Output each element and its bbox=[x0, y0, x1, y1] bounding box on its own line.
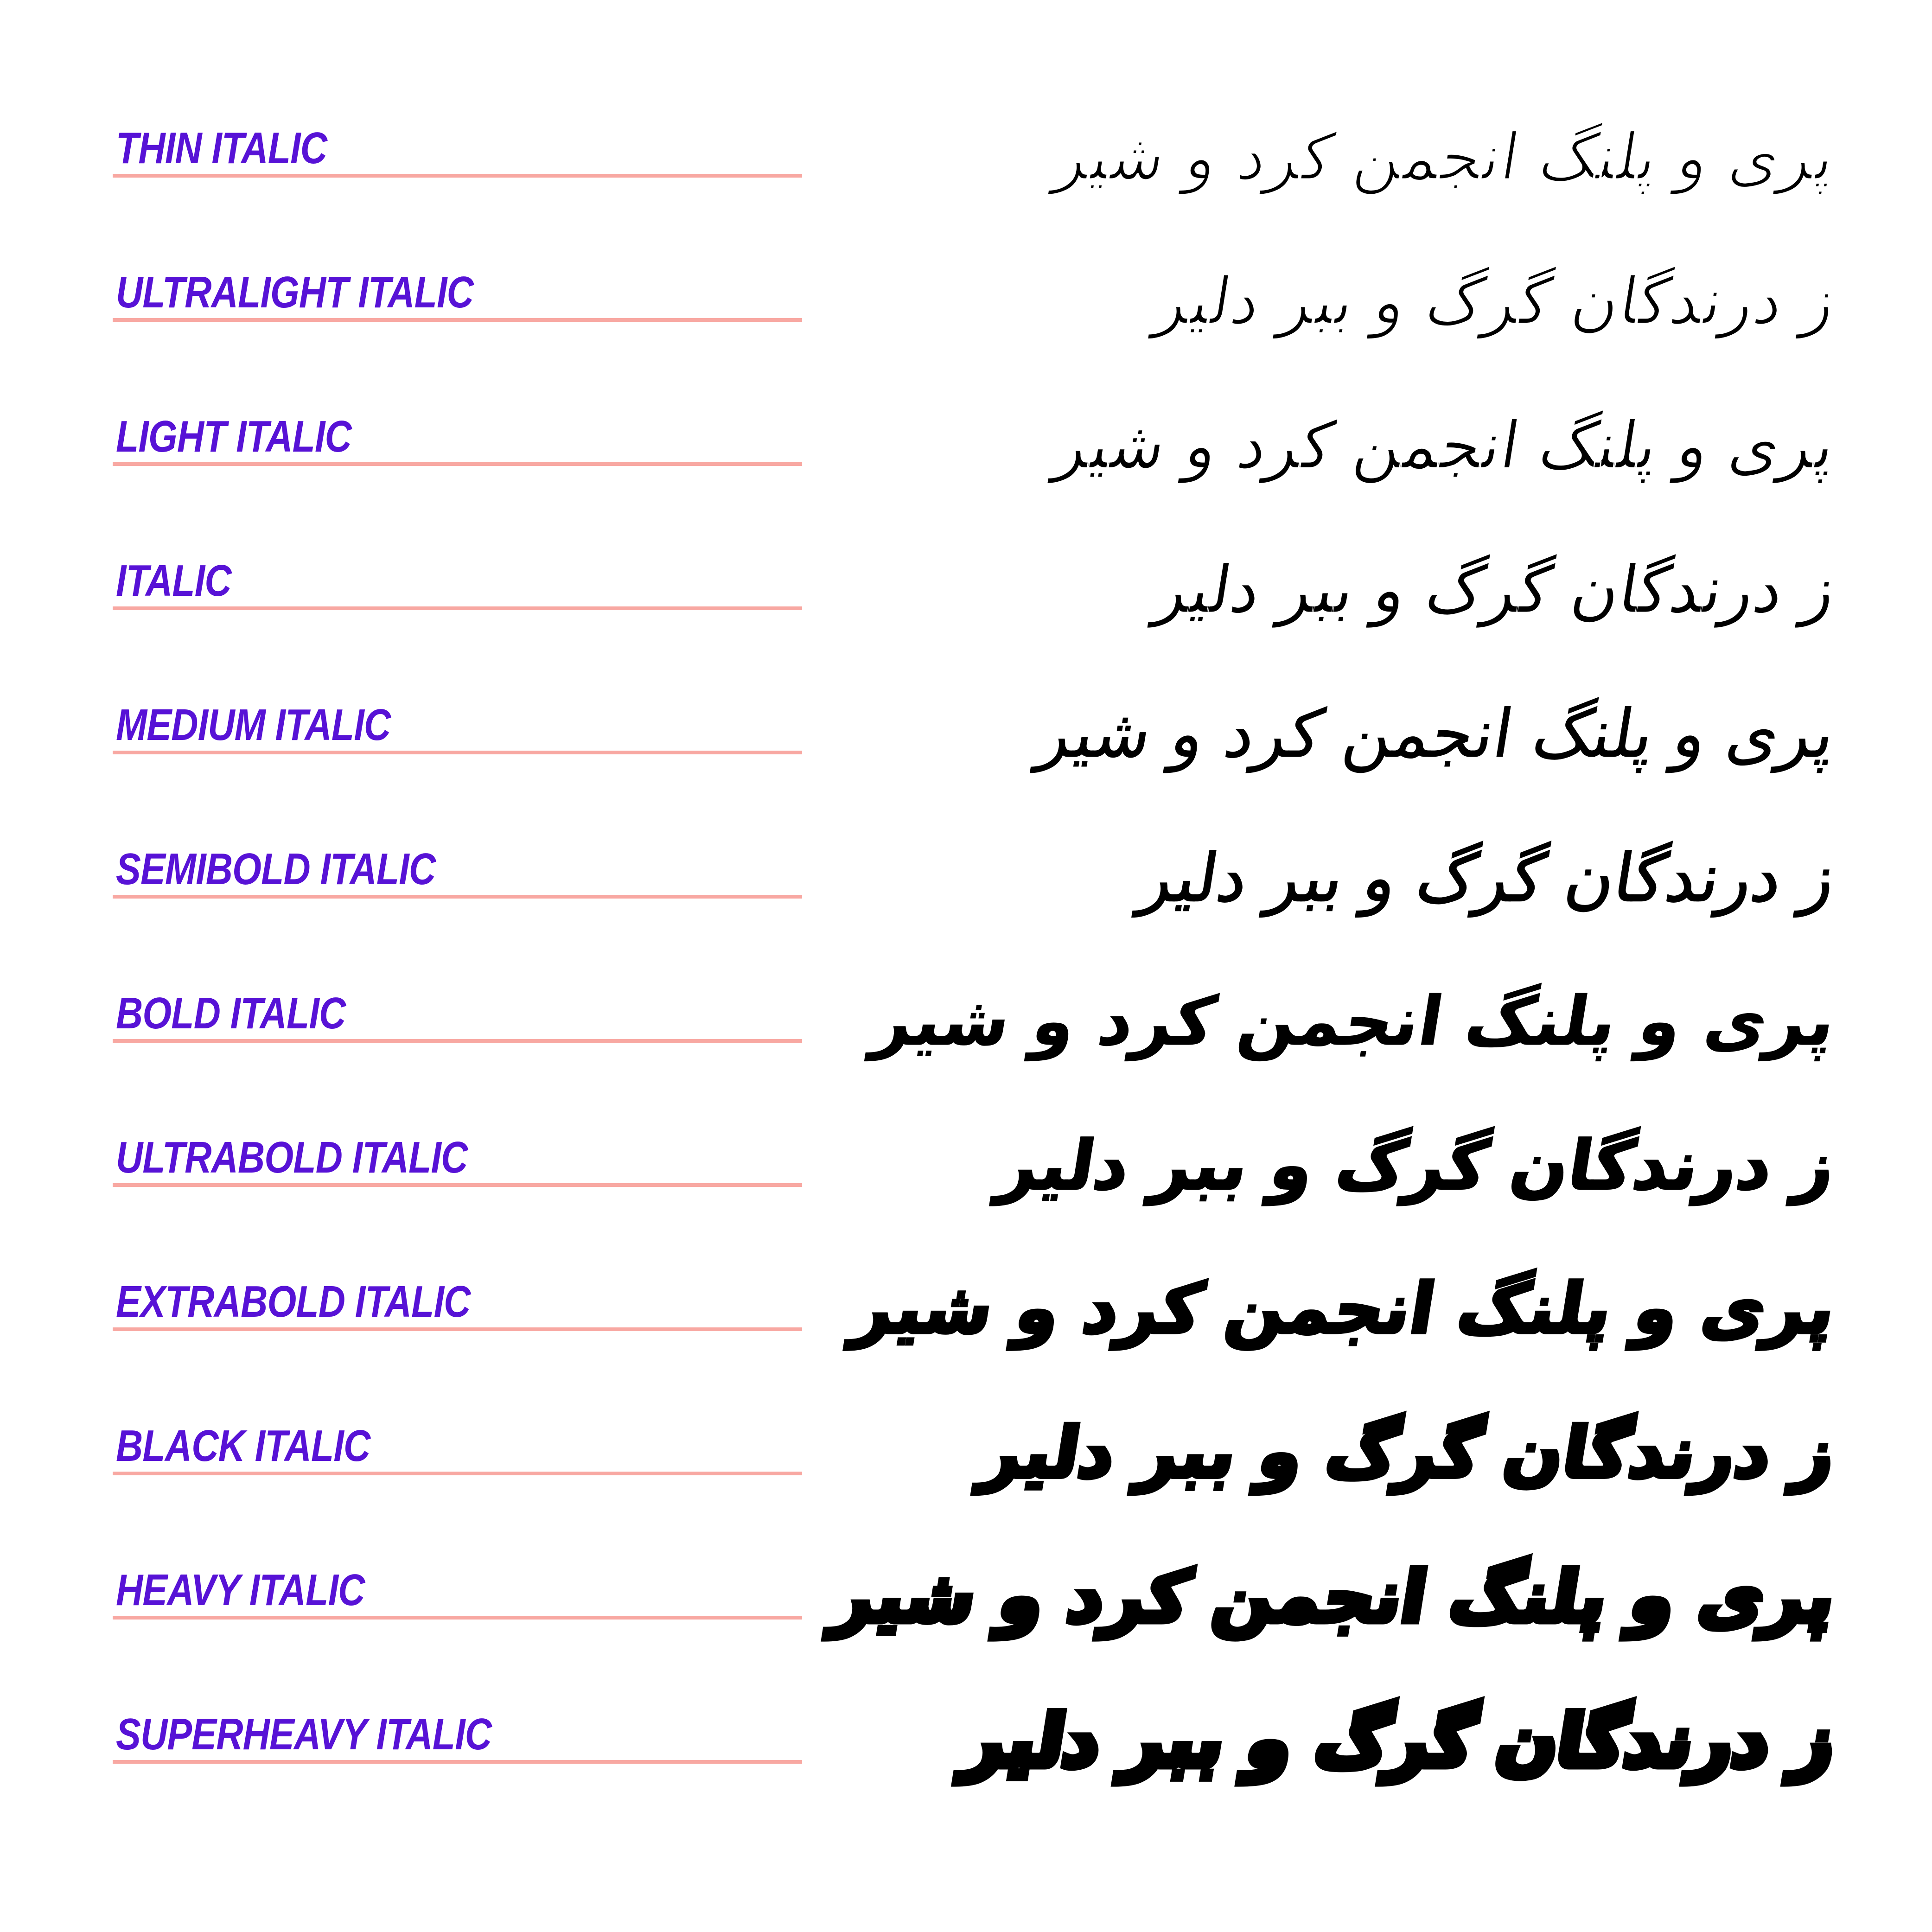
sample-text-farsi: ز درندگان گرگ و ببر دلیر bbox=[1149, 264, 1841, 339]
sample-text-farsi: پری و پلنگ انجمن کرد و شیر bbox=[1050, 408, 1841, 484]
divider-line bbox=[113, 1760, 802, 1764]
divider-line bbox=[113, 1183, 802, 1187]
sample-text-farsi: پری و پلنگ انجمن کرد و شیر bbox=[867, 982, 1841, 1061]
divider-line bbox=[113, 1472, 802, 1475]
divider-line bbox=[113, 1039, 802, 1043]
divider-line bbox=[113, 318, 802, 322]
divider-line bbox=[113, 895, 802, 899]
sample-text-farsi: ز درندگان گرگ و ببر دلیر bbox=[958, 1700, 1842, 1782]
weight-label: MEDIUM ITALIC bbox=[116, 700, 391, 750]
divider-line bbox=[113, 462, 802, 466]
weight-label: ULTRALIGHT ITALIC bbox=[116, 268, 474, 317]
weight-label: ITALIC bbox=[116, 556, 231, 606]
weight-label: EXTRABOLD ITALIC bbox=[116, 1277, 471, 1326]
weight-label: ULTRABOLD ITALIC bbox=[116, 1133, 468, 1182]
sample-text-farsi: پری و پلنگ انجمن کرد و شیر bbox=[847, 1269, 1841, 1349]
sample-text-farsi: پری و پلنگ انجمن کرد و شیر bbox=[827, 1556, 1842, 1638]
weight-label: LIGHT ITALIC bbox=[116, 412, 352, 461]
sample-text-farsi: پری و پلنگ انجمن کرد و شیر bbox=[1033, 695, 1841, 772]
sample-text-farsi: ز درندگان گرگ و ببر دلیر bbox=[1149, 552, 1841, 628]
weight-label: SUPERHEAVY ITALIC bbox=[116, 1709, 492, 1759]
divider-line bbox=[113, 751, 802, 754]
divider-line bbox=[113, 1616, 802, 1620]
weight-label: BOLD ITALIC bbox=[116, 988, 346, 1038]
sample-text-farsi: ز درندگان گرگ و ببر دلیر bbox=[976, 1413, 1841, 1493]
sample-text-farsi: پری و پلنگ انجمن کرد و شیر bbox=[1050, 120, 1841, 195]
divider-line bbox=[113, 606, 802, 610]
divider-line bbox=[113, 174, 802, 178]
divider-line bbox=[113, 1327, 802, 1331]
sample-text-farsi: ز درندگان گرگ و ببر دلیر bbox=[993, 1126, 1841, 1205]
weight-label: BLACK ITALIC bbox=[116, 1421, 370, 1471]
sample-text-farsi: ز درندگان گرگ و ببر دلیر bbox=[1135, 839, 1841, 917]
weight-label: HEAVY ITALIC bbox=[116, 1565, 365, 1615]
weight-label: THIN ITALIC bbox=[116, 123, 327, 173]
weight-label: SEMIBOLD ITALIC bbox=[116, 844, 436, 894]
